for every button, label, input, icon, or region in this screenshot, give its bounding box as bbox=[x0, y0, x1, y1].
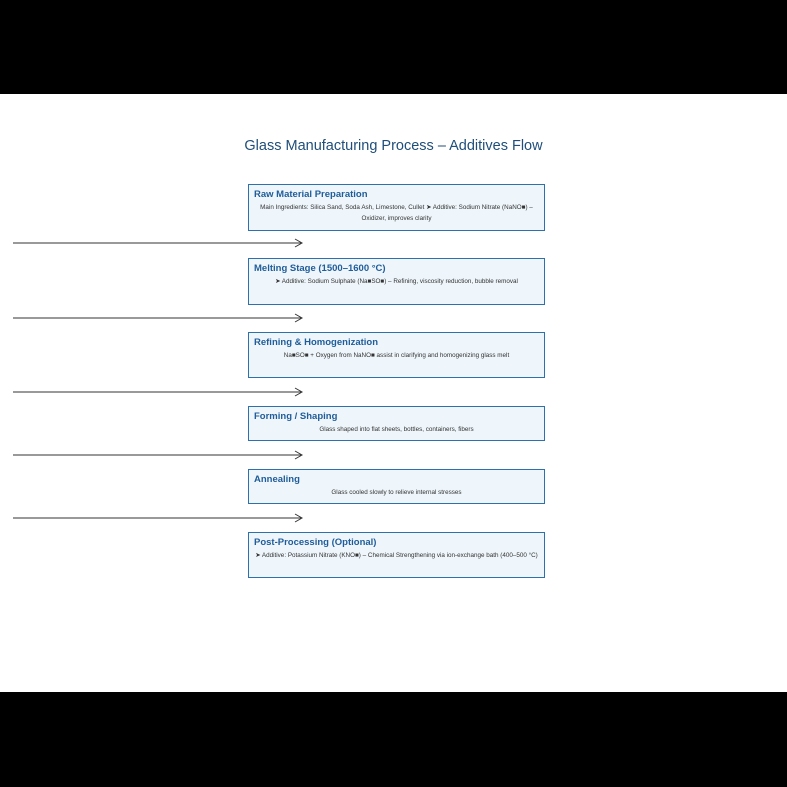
diagram-title: Glass Manufacturing Process – Additives Flow bbox=[244, 138, 543, 154]
flow-arrow-5 bbox=[13, 513, 303, 523]
step-heading: Annealing bbox=[254, 474, 300, 485]
step-description: Glass shaped into flat sheets, bottles, containers, fibers bbox=[319, 426, 474, 433]
step-heading: Raw Material Preparation bbox=[254, 189, 368, 200]
step-heading: Refining & Homogenization bbox=[254, 337, 379, 348]
step-description: ➤ Additive: Sodium Sulphate (Na■SO■) – Refining, viscosity reduction, bubble removal bbox=[275, 278, 518, 285]
step-box-annealing bbox=[248, 469, 545, 504]
step-description: Main Ingredients: Silica Sand, Soda Ash, Limestone, Cullet ➤ Additive: Sodium Nitrate (NaNO■) – Oxidizer, improves clarity bbox=[260, 204, 533, 222]
step-heading: Melting Stage (1500–1600 °C) bbox=[254, 263, 386, 274]
step-heading: Post-Processing (Optional) bbox=[254, 537, 377, 548]
step-box-raw-material bbox=[248, 184, 545, 231]
flow-arrow-4 bbox=[13, 450, 303, 460]
step-box-refining bbox=[248, 332, 545, 378]
flow-arrow-1 bbox=[13, 238, 303, 248]
step-description: ➤ Additive: Potassium Nitrate (KNO■) – Chemical Strengthening via ion-exchange bath (400–500 °C) bbox=[255, 552, 538, 559]
diagram-page bbox=[0, 94, 787, 692]
step-box-forming bbox=[248, 406, 545, 441]
step-box-post-processing bbox=[248, 532, 545, 578]
flow-arrow-2 bbox=[13, 313, 303, 323]
step-description: Na■SO■ + Oxygen from NaNO■ assist in clarifying and homogenizing glass melt bbox=[283, 352, 510, 359]
step-box-melting bbox=[248, 258, 545, 305]
flow-arrow-3 bbox=[13, 387, 303, 397]
step-heading: Forming / Shaping bbox=[254, 411, 338, 422]
step-description: Glass cooled slowly to relieve internal stresses bbox=[331, 489, 462, 496]
